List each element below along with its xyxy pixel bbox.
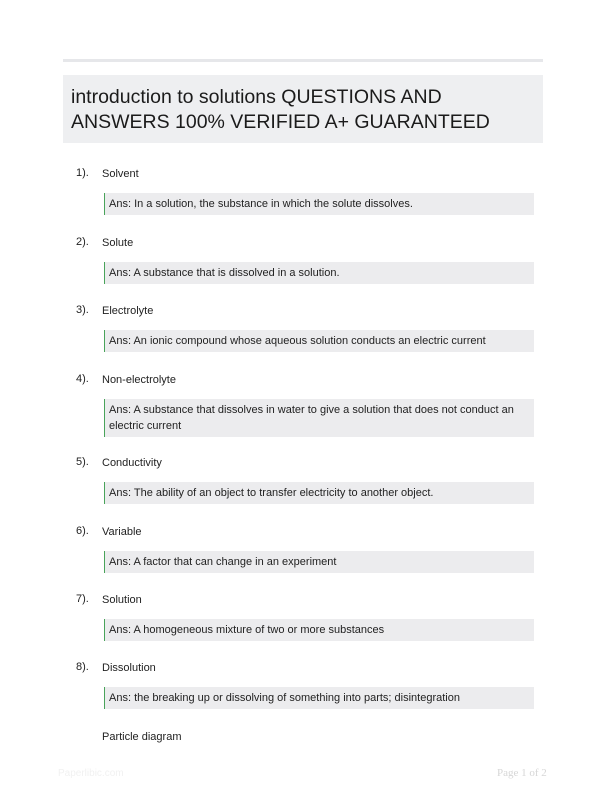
question-text: Solute bbox=[102, 237, 134, 249]
page-number: Page 1 of 2 bbox=[497, 767, 547, 779]
answer-box: Ans: The ability of an object to transfer electricity to another object. bbox=[104, 482, 534, 504]
answer-box: Ans: A substance that is dissolved in a solution. bbox=[104, 262, 534, 284]
item-number: 6). bbox=[76, 525, 89, 537]
question-text: Variable bbox=[102, 526, 142, 538]
answer-box: Ans: In a solution, the substance in which the solute dissolves. bbox=[104, 193, 534, 215]
document-title: introduction to solutions QUESTIONS AND ANSWERS 100% VERIFIED A+ GUARANTEED bbox=[71, 86, 490, 133]
item-number: 2). bbox=[76, 236, 89, 248]
question-text: Dissolution bbox=[102, 662, 156, 674]
item-number: 3). bbox=[76, 304, 89, 316]
item-number: 5). bbox=[76, 456, 89, 468]
item-number: 4). bbox=[76, 373, 89, 385]
title-banner bbox=[63, 75, 543, 143]
item-number: 8). bbox=[76, 661, 89, 673]
question-text: Conductivity bbox=[102, 457, 162, 469]
answer-box: Ans: the breaking up or dissolving of something into parts; disintegration bbox=[104, 687, 534, 709]
item-number: 7). bbox=[76, 593, 89, 605]
answer-box: Ans: A factor that can change in an experiment bbox=[104, 551, 534, 573]
question-text: Solvent bbox=[102, 168, 139, 180]
question-text: Electrolyte bbox=[102, 305, 154, 317]
footer-watermark: Paperlibic.com bbox=[58, 768, 124, 779]
answer-box: Ans: An ionic compound whose aqueous solution conducts an electric current bbox=[104, 330, 534, 352]
item-number: 1). bbox=[76, 167, 89, 179]
question-text: Non-electrolyte bbox=[102, 374, 176, 386]
question-text: Solution bbox=[102, 594, 142, 606]
answer-box: Ans: A homogeneous mixture of two or more substances bbox=[104, 619, 534, 641]
question-text: Particle diagram bbox=[102, 731, 182, 743]
answer-box: Ans: A substance that dissolves in water to give a solution that does not conduct an electric current bbox=[104, 399, 534, 437]
top-divider bbox=[63, 59, 543, 62]
